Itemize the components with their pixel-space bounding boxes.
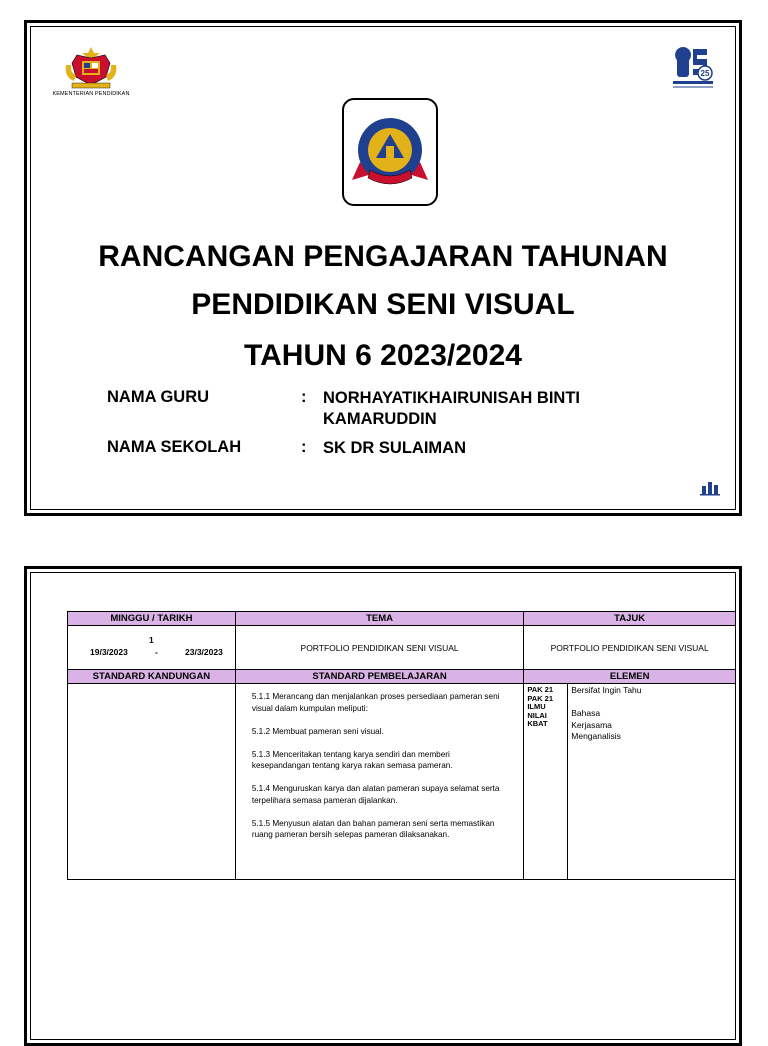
elemen-cell	[568, 684, 736, 880]
header-standard-kandungan: STANDARD KANDUNGAN	[68, 670, 236, 684]
teacher-row	[107, 388, 667, 430]
teacher-separator: :	[301, 388, 307, 406]
elemen-item: Bersifat Ingin Tahu	[571, 685, 642, 695]
title-line-3: TAHUN 6 2023/2024	[244, 339, 522, 372]
elemen-item: Menganalisis	[571, 731, 621, 741]
pak-code: PAK 21	[527, 693, 554, 703]
footer-logo	[699, 480, 721, 501]
school-separator: :	[301, 438, 307, 456]
week-number: 1	[149, 635, 154, 645]
coat-of-arms-icon	[62, 45, 120, 89]
week-dates	[68, 646, 235, 664]
sp-item: 5.1.4 Menguruskan karya dan alatan pameran supaya selamat serta terpelihara semasa pameran dijalankan.	[251, 784, 500, 805]
tema-cell: PORTFOLIO PENDIDIKAN SENI VISUAL	[235, 626, 523, 670]
lesson-plan-table	[67, 611, 736, 880]
week-cell	[68, 626, 236, 670]
school-name: SK DR SULAIMAN	[323, 439, 466, 457]
sp-item: 5.1.2 Membuat pameran seni visual.	[251, 726, 384, 736]
date-end: 23/3/2023	[185, 647, 223, 657]
tajuk-cell: PORTFOLIO PENDIDIKAN SENI VISUAL	[524, 626, 736, 670]
header-tajuk: TAJUK	[524, 612, 736, 626]
table-row	[68, 626, 736, 670]
teacher-info	[107, 388, 667, 467]
header-tema: TEMA	[235, 612, 523, 626]
elemen-item: Kerjasama	[571, 719, 612, 730]
ministry-caption: KEMENTERIAN PENDIDIKAN	[52, 91, 130, 97]
school-crest-icon	[350, 112, 430, 192]
title-line-1: RANCANGAN PENGAJARAN TAHUNAN	[98, 240, 668, 273]
standard-kandungan-cell	[68, 684, 236, 880]
school-row	[107, 438, 667, 459]
pak-cell	[524, 684, 568, 880]
sp-item: 5.1.5 Menyusun alatan dan bahan pameran seni serta memastikan ruang pameran bersih selepas pameran dilaksanakan.	[251, 818, 495, 839]
pak-code: ILMU	[527, 702, 546, 711]
elemen-item: Bahasa	[571, 708, 601, 718]
table-header-row	[68, 670, 736, 684]
standard-pembelajaran-cell	[235, 684, 523, 880]
school-logo	[342, 98, 438, 206]
table-header-row	[68, 612, 736, 626]
date-start: 19/3/2023	[90, 647, 128, 657]
cover-page	[24, 20, 742, 516]
header-elemen: ELEMEN	[524, 670, 736, 684]
pak-code: PAK 21	[527, 685, 554, 694]
ministry-logo	[45, 45, 137, 97]
table-row	[68, 684, 736, 880]
building-icon	[699, 480, 721, 496]
cover-title	[27, 233, 739, 383]
plan-page	[24, 566, 742, 1046]
header-standard-pembelajaran: STANDARD PEMBELAJARAN	[235, 670, 523, 684]
school-label: NAMA SEKOLAH	[107, 438, 242, 456]
date-dash: -	[155, 647, 158, 657]
teacher-label: NAMA GURU	[107, 388, 210, 406]
title-line-2: PENDIDIKAN SENI VISUAL	[191, 288, 575, 321]
pak-code: KBAT	[527, 719, 548, 728]
pak-code: NILAI	[527, 710, 547, 720]
teacher-name: NORHAYATIKHAIRUNISAH BINTI KAMARUDDIN	[323, 389, 580, 428]
header-week: MINGGU / TARIKH	[68, 612, 236, 626]
sp-item: 5.1.3 Menceritakan tentang karya sendiri dan memberi kesepandangan tentang karya rakan semasa pameran.	[251, 749, 453, 770]
anniversary-25-icon	[671, 43, 715, 91]
sp-item: 5.1.1 Merancang dan menjalankan proses persediaan pameran seni visual dalam kumpulan meliputi:	[251, 692, 500, 713]
anniversary-logo	[671, 43, 715, 96]
svg-text:25: 25	[700, 69, 710, 78]
